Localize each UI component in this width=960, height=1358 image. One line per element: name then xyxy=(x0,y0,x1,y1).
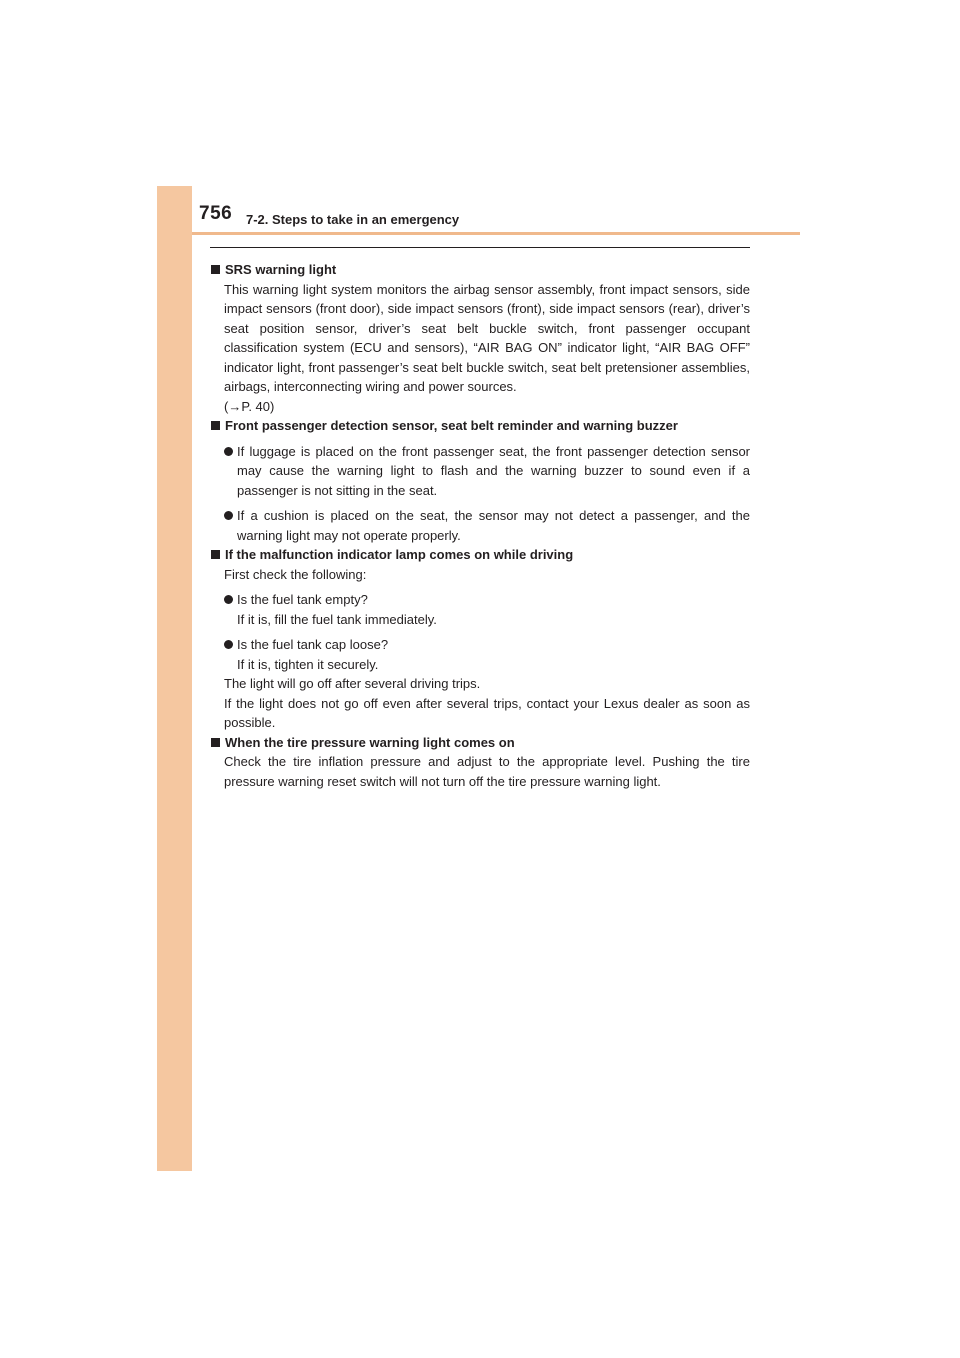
header-underline xyxy=(192,232,800,235)
square-bullet-icon xyxy=(211,421,220,430)
section-title: 7-2. Steps to take in an emergency xyxy=(246,212,460,227)
square-bullet-icon xyxy=(211,550,220,559)
list-item xyxy=(210,442,750,501)
heading-passenger-detection xyxy=(210,416,750,436)
heading-text: Front passenger detection sensor, seat belt reminder and warning buzzer xyxy=(225,418,678,433)
outro-line-1: The light will go off after several driving trips. xyxy=(224,676,481,691)
malfunction-outro xyxy=(210,674,750,733)
bullet-text xyxy=(237,635,750,674)
heading-malfunction-indicator xyxy=(210,545,750,565)
heading-text: If the malfunction indicator lamp comes on while driving xyxy=(225,547,574,562)
bullet-text: If luggage is placed on the front passenger seat, the front passenger detection sensor may cause the warning light to flash and the warning buzzer to sound even if a passenger is not sitting in the seat. xyxy=(237,443,750,498)
square-bullet-icon xyxy=(211,738,220,747)
heading-srs-warning-light xyxy=(210,260,750,280)
round-bullet-icon xyxy=(224,595,233,604)
round-bullet-icon xyxy=(224,447,233,456)
srs-page-reference: (→P. 40) xyxy=(224,398,275,414)
malfunction-intro: First check the following: xyxy=(224,566,367,582)
bullet-text xyxy=(237,590,750,629)
outro-line-2: If the light does not go off even after several trips, contact your Lexus dealer as soon as possible. xyxy=(224,695,750,730)
heading-text: When the tire pressure warning light comes on xyxy=(225,734,515,750)
srs-body: This warning light system monitors the airbag sensor assembly, front impact sensors, side impact sensors (front door), side impact sensors (front), side impact sensors (rear), driver’s seat position sensor, driver’s seat belt buckle switch, front passenger occupant classification system (ECU and sensors), “AIR BAG ON” indicator light, “AIR BAG OFF” indicator light, front passenger’s seat belt buckle switch, seat belt pretensioner assemblies, airbags, interconnecting wiring and power sources. xyxy=(224,281,750,394)
page-content xyxy=(210,260,750,791)
content-top-rule xyxy=(210,247,750,248)
round-bullet-icon xyxy=(224,511,233,520)
chapter-side-bar xyxy=(157,186,192,1171)
bullet-answer: If it is, tighten it securely. xyxy=(237,656,379,672)
heading-tire-pressure xyxy=(210,733,750,753)
list-item xyxy=(210,635,750,674)
bullet-question: Is the fuel tank empty? xyxy=(237,592,368,607)
list-item xyxy=(210,506,750,545)
srs-description xyxy=(210,280,750,417)
round-bullet-icon xyxy=(224,640,233,649)
tire-pressure-body: Check the tire inflation pressure and adjust to the appropriate level. Pushing the tire pressure warning reset switch will not turn off the tire pressure warning light. xyxy=(224,754,750,789)
list-item xyxy=(210,590,750,629)
page-number: 756 xyxy=(199,203,233,224)
heading-text: SRS warning light xyxy=(225,262,337,277)
bullet-text: If a cushion is placed on the seat, the sensor may not detect a passenger, and the warning light may not operate properly. xyxy=(237,508,750,543)
bullet-question: Is the fuel tank cap loose? xyxy=(237,637,389,652)
bullet-answer: If it is, fill the fuel tank immediately. xyxy=(237,611,437,627)
square-bullet-icon xyxy=(211,265,220,274)
